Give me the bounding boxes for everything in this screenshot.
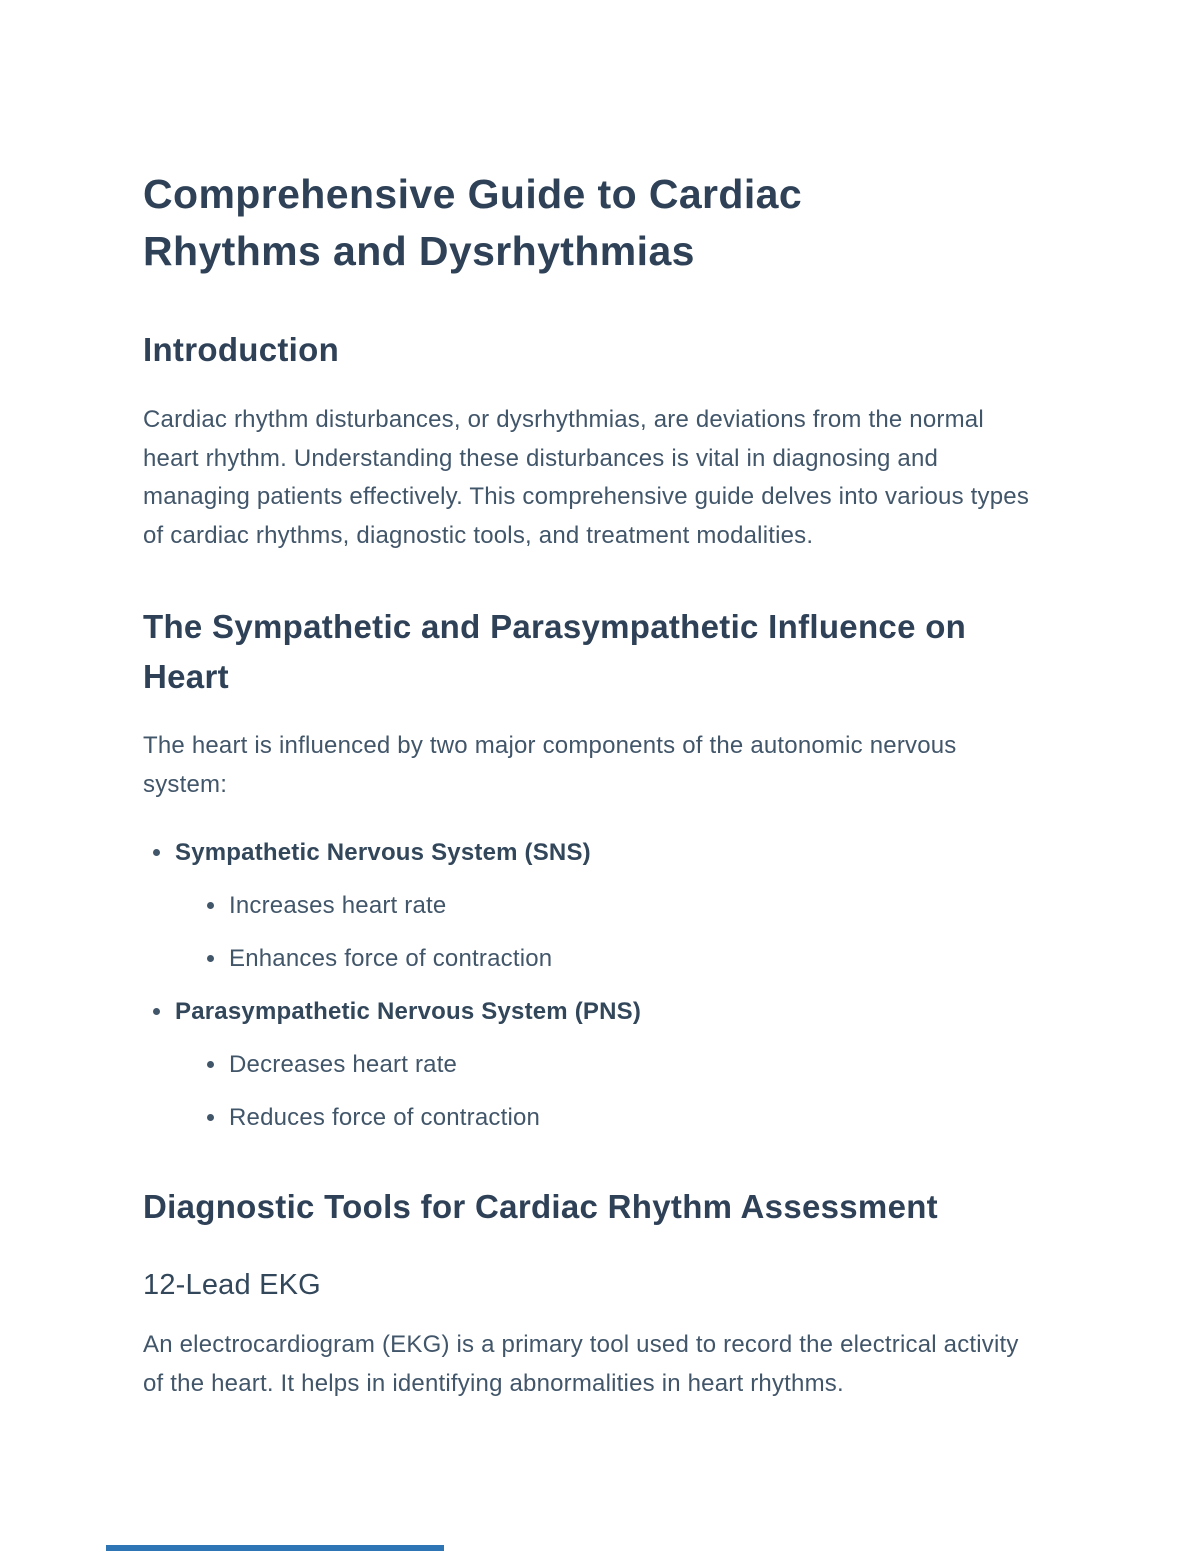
- sublist-pns: [181, 1047, 1057, 1136]
- list-item: Enhances force of contraction: [205, 941, 1057, 977]
- page-bottom-rule: [106, 1545, 444, 1551]
- subsection-heading-12-lead-ekg: 12-Lead EKG: [143, 1269, 321, 1302]
- paragraph-autonomic-intro: The heart is influenced by two major components of the autonomic nervous system:: [143, 732, 957, 799]
- list-item-sns-label: Sympathetic Nervous System (SNS): [175, 838, 591, 866]
- section-heading-introduction: Introduction: [143, 331, 340, 369]
- paragraph-ekg: An electrocardiogram (EKG) is a primary tool used to record the electrical activity of the heart. It helps in identifying abnormalities in heart rhythms.: [143, 1331, 1019, 1397]
- list-item-pns-label: Parasympathetic Nervous System (PNS): [175, 997, 642, 1025]
- section-heading-autonomic: The Sympathetic and Parasympathetic Influence on Heart: [143, 608, 967, 695]
- bullet-list-autonomic: [143, 835, 1057, 1136]
- list-item: Decreases heart rate: [205, 1047, 1057, 1083]
- paragraph-introduction: Cardiac rhythm disturbances, or dysrhythmias, are deviations from the normal heart rhythm. Understanding these disturbances is vital in diagnosing and managing patients effectively. This comprehensive guide delves into various types of cardiac rhythms, diagnostic tools, and treatment modalities.: [143, 405, 1030, 550]
- page-title: Comprehensive Guide to Cardiac Rhythms and Dysrhythmias: [143, 171, 803, 274]
- section-heading-diagnostic: Diagnostic Tools for Cardiac Rhythm Assessment: [143, 1187, 938, 1225]
- list-item: Increases heart rate: [205, 888, 1057, 924]
- list-item-pns: [151, 994, 1057, 1136]
- list-item-sns: [151, 835, 1057, 977]
- sublist-sns: [181, 888, 1057, 977]
- list-item: Reduces force of contraction: [205, 1100, 1057, 1136]
